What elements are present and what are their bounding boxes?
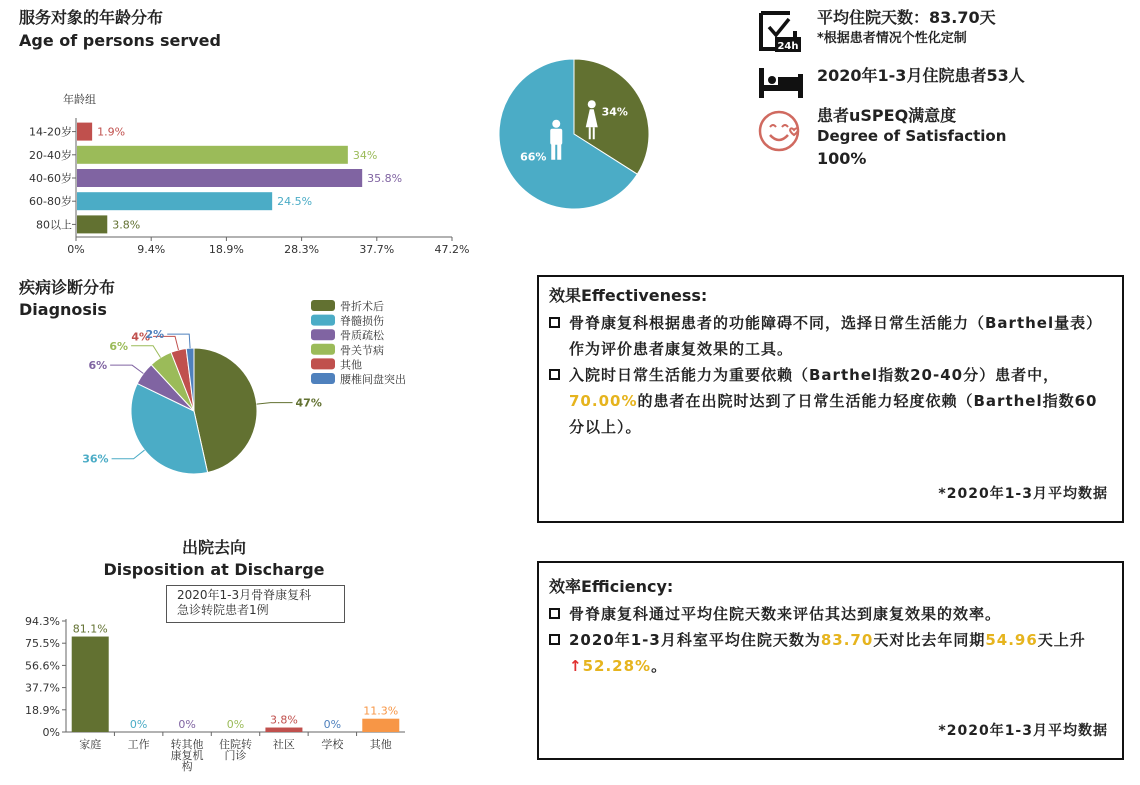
diagnosis-pie-label: 6% <box>88 359 108 373</box>
discharge-category-label: 康复机 <box>170 749 204 762</box>
age-value-label: 1.9% <box>97 125 126 139</box>
person-leg <box>593 127 595 139</box>
person-head <box>588 100 596 108</box>
efficiency-highlight-days-prev: 54.96 <box>985 631 1038 649</box>
effectiveness-highlight-rate: 70.00% <box>569 392 638 410</box>
diagnosis-legend-label: 骨关节病 <box>340 343 384 357</box>
diagnosis-legend-swatch <box>311 329 335 340</box>
age-bar <box>77 169 362 187</box>
discharge-category-label: 构 <box>181 760 193 773</box>
efficiency-item-2-text-b: 天对比去年同期 <box>873 631 986 649</box>
age-x-tick-label: 28.3% <box>284 243 320 256</box>
age-category-label: 80以上 <box>36 218 72 232</box>
efficiency-footnote: *2020年1-3月平均数据 <box>938 723 1108 739</box>
diagnosis-title-en: Diagnosis <box>19 300 107 319</box>
diagnosis-leader-line <box>257 403 293 405</box>
efficiency-item-1 <box>549 601 1112 627</box>
age-x-tick-label: 47.2% <box>434 243 470 256</box>
diagnosis-legend-swatch <box>311 344 335 355</box>
discharge-value-label: 11.3% <box>363 704 399 718</box>
age-category-label: 60-80岁 <box>29 195 72 209</box>
age-category-label: 20-40岁 <box>29 148 72 162</box>
discharge-y-tick-label: 94.3% <box>25 615 60 628</box>
diagnosis-pie-label: 36% <box>82 452 109 466</box>
diagnosis-legend-label: 腰椎间盘突出 <box>340 373 406 386</box>
discharge-title-en: Disposition at Discharge <box>103 560 325 579</box>
age-x-tick-label: 18.9% <box>208 243 244 256</box>
effectiveness-item-2-text-b: 的患者在出院时达到了日常生活能力轻度依赖（Barthel指数60分以上）。 <box>569 392 1098 436</box>
person-leg <box>589 127 591 139</box>
discharge-category-label: 其他 <box>369 738 392 751</box>
age-category-label: 40-60岁 <box>29 172 72 185</box>
discharge-y-tick-label: 18.9% <box>25 703 60 717</box>
efficiency-highlight-increase: 52.28% <box>582 657 652 675</box>
person-leg <box>551 144 555 160</box>
effectiveness-title: 效果Effectiveness: <box>549 286 708 305</box>
discharge-category-label: 转其他 <box>170 738 204 751</box>
discharge-y-tick-label: 75.5% <box>25 637 60 651</box>
diagnosis-leader-line <box>112 450 145 459</box>
discharge-title-cn: 出院去向 <box>181 538 246 557</box>
efficiency-item-2-text-d: 。 <box>651 657 668 675</box>
satisfaction-smile-icon <box>757 107 805 155</box>
age-x-tick-label: 37.7% <box>359 243 395 256</box>
age-value-label: 3.8% <box>112 218 141 232</box>
effectiveness-item-1 <box>549 310 1112 362</box>
diagnosis-leader-line <box>110 365 143 373</box>
discharge-bar <box>265 728 302 732</box>
age-title-cn: 服务对象的年龄分布 <box>19 8 164 27</box>
satisfaction-title-cn: 患者uSPEQ满意度 <box>817 106 957 125</box>
discharge-y-tick-label: 37.7% <box>25 681 60 695</box>
age-x-tick-label: 0% <box>67 243 85 256</box>
age-x-tick-label: 9.4% <box>137 243 166 256</box>
diagnosis-pie-label: 4% <box>131 330 151 344</box>
age-value-label: 24.5% <box>277 195 313 209</box>
discharge-category-label: 住院转 <box>219 738 252 751</box>
effectiveness-item-1-text: 骨脊康复科根据患者的功能障碍不同，选择日常生活能力（Barthel量表）作为评价患者康复效果的工具。 <box>569 314 1103 358</box>
diagnosis-legend-swatch <box>311 358 335 369</box>
effectiveness-footnote: *2020年1-3月平均数据 <box>938 486 1108 502</box>
person-torso <box>550 129 562 145</box>
diagnosis-legend-label: 骨折术后 <box>340 300 384 313</box>
gender-pie-chart <box>490 50 660 220</box>
checkbox-icon <box>549 369 560 380</box>
age-value-label: 35.8% <box>367 172 403 185</box>
age-axis-label: 年龄组 <box>63 93 96 106</box>
diagnosis-legend-label: 其他 <box>340 358 362 372</box>
person-leg <box>557 144 561 160</box>
diagnosis-leader-line <box>131 346 160 358</box>
gender-pie-label: 34% <box>601 105 628 119</box>
age-category-label: 14-20岁 <box>29 125 72 139</box>
diagnosis-pie-label: 47% <box>295 396 322 410</box>
diagnosis-legend-swatch <box>311 315 335 326</box>
diagnosis-legend-label: 骨质疏松 <box>340 329 384 343</box>
checkbox-icon <box>549 634 560 645</box>
diagnosis-title-cn: 疾病诊断分布 <box>19 278 116 297</box>
effectiveness-item-2-text-a: 入院时日常生活能力为重要依赖（Barthel指数20-40分）患者中， <box>569 366 1060 384</box>
satisfaction-title-en: Degree of Satisfaction <box>817 127 1007 145</box>
age-bar <box>77 192 272 210</box>
24h-clock-icon <box>757 5 803 53</box>
discharge-category-label: 家庭 <box>79 738 102 751</box>
efficiency-item-2 <box>549 627 1112 679</box>
bed-icon <box>757 66 805 100</box>
discharge-value-label: 81.1% <box>72 622 108 636</box>
checkbox-icon <box>549 317 560 328</box>
person-head <box>552 120 560 128</box>
efficiency-highlight-days-now: 83.70 <box>820 631 874 649</box>
discharge-value-label: 3.8% <box>269 713 298 727</box>
diagnosis-legend-label: 脊髓损伤 <box>340 314 384 328</box>
efficiency-item-1-text: 骨脊康复科通过平均住院天数来评估其达到康复效果的效率。 <box>569 605 1002 623</box>
diagnosis-legend-swatch <box>311 373 335 384</box>
age-bar-chart <box>0 85 480 260</box>
stay-subtitle: *根据患者情况个性化定制 <box>817 31 967 46</box>
discharge-note-line2: 急诊转院患者1例 <box>177 603 269 617</box>
effectiveness-panel <box>537 275 1124 523</box>
diagnosis-pie-label: 2% <box>145 328 165 342</box>
efficiency-item-2-text-a: 2020年1-3月科室平均住院天数为 <box>569 631 821 649</box>
checkbox-icon <box>549 608 560 619</box>
discharge-value-label: 0% <box>323 718 342 731</box>
age-value-label: 34% <box>352 148 378 162</box>
discharge-category-label: 学校 <box>321 738 344 751</box>
24h-icon-label: 24h <box>777 41 799 52</box>
discharge-value-label: 0% <box>226 718 245 731</box>
diagnosis-pie-label: 6% <box>109 339 129 353</box>
discharge-value-label: 0% <box>129 718 148 731</box>
up-arrow-icon: ↑ <box>569 657 583 675</box>
discharge-bar-chart <box>0 605 420 785</box>
discharge-category-label: 门诊 <box>224 749 247 762</box>
patients-count: 2020年1-3月住院患者53人 <box>817 66 1025 85</box>
discharge-value-label: 0% <box>178 718 196 731</box>
discharge-bar <box>362 719 399 732</box>
gender-pie-label: 66% <box>520 150 547 164</box>
diagnosis-legend-swatch <box>311 300 335 311</box>
age-bar <box>77 215 107 233</box>
effectiveness-item-2 <box>549 362 1112 440</box>
age-bar <box>77 146 348 164</box>
age-title-en: Age of persons served <box>19 31 221 50</box>
discharge-y-tick-label: 0% <box>42 726 60 739</box>
age-bar <box>77 123 92 141</box>
satisfaction-value: 100% <box>817 149 867 168</box>
efficiency-title: 效率Efficiency: <box>549 577 674 596</box>
diagnosis-pie-chart <box>0 290 440 500</box>
discharge-note-line1: 2020年1-3月骨脊康复科 <box>177 588 312 602</box>
efficiency-panel <box>537 561 1124 760</box>
discharge-category-label: 社区 <box>272 738 295 751</box>
stay-title: 平均住院天数：83.70天 <box>817 8 996 27</box>
discharge-y-tick-label: 56.6% <box>25 659 60 673</box>
efficiency-item-2-text-c: 天上升 <box>1037 631 1086 649</box>
discharge-category-label: 工作 <box>127 738 150 751</box>
discharge-bar <box>72 637 109 732</box>
